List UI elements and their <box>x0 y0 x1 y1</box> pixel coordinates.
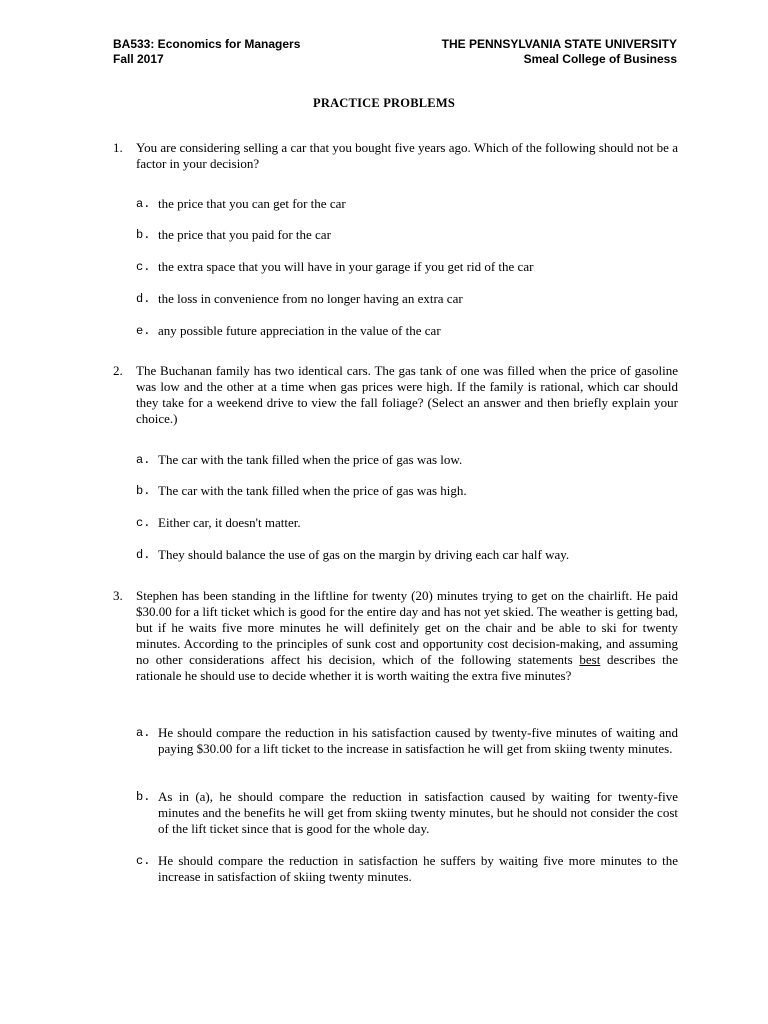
question-text-part: describes the rationale he should use to decide whether it is worth waiting the extra five minutes? <box>136 652 678 683</box>
question-number: 1. <box>113 140 123 155</box>
header-right <box>442 37 677 67</box>
option-text: any possible future appreciation in the value of the car <box>158 323 441 338</box>
option-letter: a. <box>136 453 151 467</box>
option-letter: b. <box>136 790 151 804</box>
emphasis-word: best <box>579 652 601 667</box>
option-1e <box>136 323 678 339</box>
option-text: the extra space that you will have in your garage if you get rid of the car <box>158 259 534 274</box>
option-2d <box>136 547 678 563</box>
university-name: THE PENNSYLVANIA STATE UNIVERSITY <box>441 37 677 51</box>
option-1d <box>136 291 678 307</box>
question-text-part: Stephen has been standing in the liftline for twenty (20) minutes trying to get on the chairlift. He paid $30.00 for a lift ticket which is good for the entire day and has not yet skied. The weather is getting bad, but if he waits five more minutes he will definitely get on the chair and be able to ski for twenty minutes. According to the principles of sunk cost and opportunity cost decision-making, and assuming no other considerations affect his decision, which of the following statements <box>136 588 679 667</box>
page-title: PRACTICE PROBLEMS <box>313 96 455 110</box>
question-text: The Buchanan family has two identical cars. The gas tank of one was filled when the price of gasoline was low and the other at a time when gas prices were high. If the family is rational, which car should they take for a weekend drive to view the fall foliage? (Select an answer and then briefly explain your choice.) <box>136 363 678 426</box>
option-2b <box>136 483 678 499</box>
option-text: the loss in convenience from no longer having an extra car <box>158 291 463 306</box>
header-left <box>113 37 300 67</box>
option-3a <box>136 725 678 757</box>
question-text <box>136 588 678 684</box>
question-text: You are considering selling a car that you bought five years ago. Which of the following should not be a factor in your decision? <box>136 140 678 171</box>
option-text: He should compare the reduction in his satisfaction caused by twenty-five minutes of waiting and paying $30.00 for a lift ticket to the increase in satisfaction he will get from skiing twenty minutes. <box>158 725 678 756</box>
course-title: BA533: Economics for Managers <box>113 37 301 51</box>
option-text: They should balance the use of gas on the margin by driving each car half way. <box>158 547 570 562</box>
option-letter: b. <box>136 228 151 242</box>
option-letter: b. <box>136 484 151 498</box>
college-name: Smeal College of Business <box>523 52 677 66</box>
option-text: As in (a), he should compare the reduction in satisfaction caused by waiting for twenty-five minutes and the benefits he will get from skiing twenty minutes, but he should not consider the cost of the lift ticket since that is good for the whole day. <box>158 789 678 836</box>
option-text: The car with the tank filled when the price of gas was low. <box>158 452 463 467</box>
question-3 <box>113 588 678 684</box>
option-1c <box>136 259 678 275</box>
course-term: Fall 2017 <box>113 52 164 66</box>
option-text: He should compare the reduction in satisfaction he suffers by waiting five more minutes to the increase in satisfaction of skiing twenty minutes. <box>158 853 678 884</box>
option-3c <box>136 853 678 885</box>
question-number: 2. <box>113 363 123 378</box>
option-text: The car with the tank filled when the price of gas was high. <box>158 483 467 498</box>
question-1 <box>113 140 678 172</box>
option-letter: a. <box>136 726 151 740</box>
option-text: the price that you paid for the car <box>158 227 331 242</box>
option-text: Either car, it doesn't matter. <box>158 515 301 530</box>
option-letter: e. <box>136 324 151 338</box>
option-letter: c. <box>136 260 151 274</box>
option-1b <box>136 227 678 243</box>
question-2 <box>113 363 678 427</box>
option-1a <box>136 196 678 212</box>
option-text: the price that you can get for the car <box>158 196 346 211</box>
option-2c <box>136 515 678 531</box>
option-2a <box>136 452 678 468</box>
option-letter: c. <box>136 516 151 530</box>
option-letter: d. <box>136 292 151 306</box>
option-letter: d. <box>136 548 151 562</box>
question-number: 3. <box>113 588 123 603</box>
option-letter: a. <box>136 197 151 211</box>
option-3b <box>136 789 678 837</box>
option-letter: c. <box>136 854 151 868</box>
